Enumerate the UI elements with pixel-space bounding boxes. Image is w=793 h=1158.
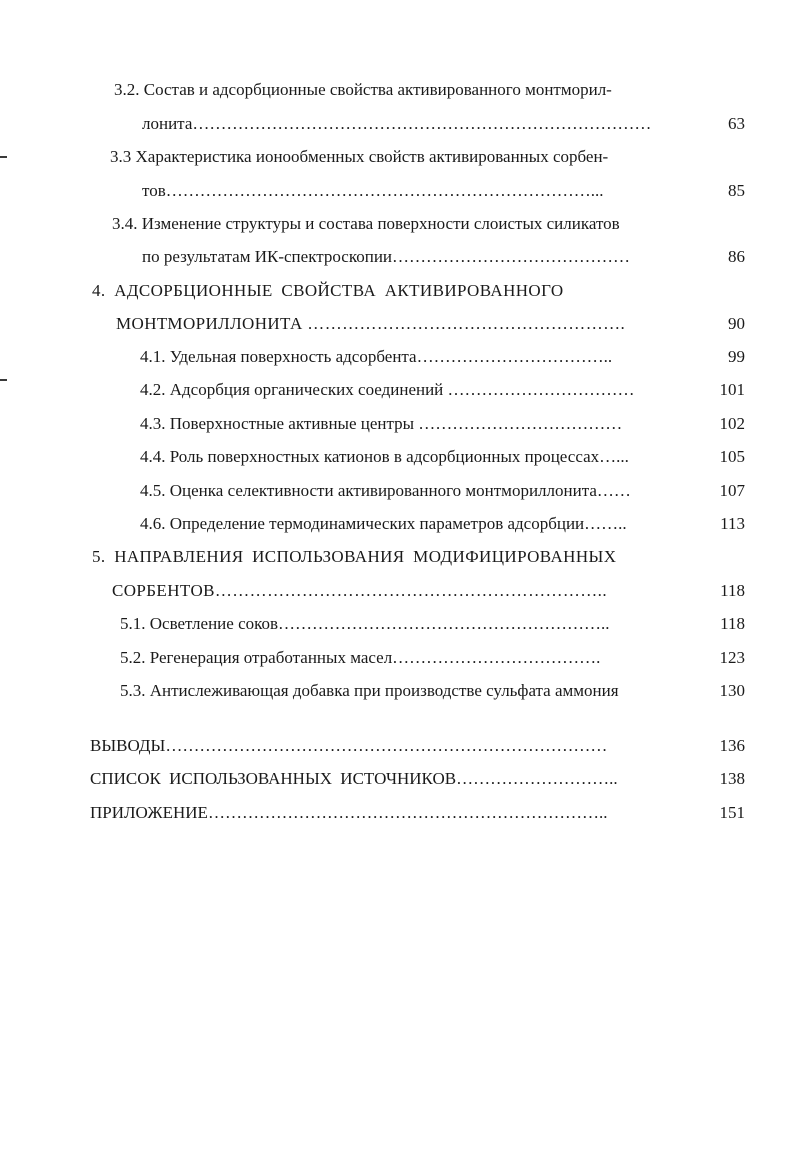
toc-entry-4-5: 4.5. Оценка селективности активированного монтмориллонита…… [140,481,631,500]
toc-entry-appendix: ПРИЛОЖЕНИЕ…………………………………………………………….. [90,803,608,822]
toc-entry-3-3-line1: 3.3 Характеристика ионообменных свойств активированных сорбен- [110,147,609,166]
toc-entry-5-page: 118 [720,581,745,600]
toc-entry-5-line1: 5. НАПРАВЛЕНИЯ ИСПОЛЬЗОВАНИЯ МОДИФИЦИРОВАННЫХ [92,547,617,566]
scan-mark [0,156,7,158]
toc-entry-3-4-page: 86 [728,247,745,266]
toc-entry-4-3-page: 102 [719,414,745,433]
toc-entry-4-4: 4.4. Роль поверхностных катионов в адсорбционных процессах…... [140,447,629,466]
toc-entry-4-6: 4.6. Определение термодинамических параметров адсорбции…….. [140,514,627,533]
toc-entry-5-1-page: 118 [720,614,745,633]
toc-entry-5-3-page: 130 [719,681,745,700]
toc-entry-3-3-line2: тов…………………………………………………………………... [142,181,604,200]
toc-entry-3-3-page: 85 [728,181,745,200]
toc-entry-4-5-page: 107 [719,481,745,500]
toc-entry-4-line1: 4. АДСОРБЦИОННЫЕ СВОЙСТВА АКТИВИРОВАННОГО [92,281,564,300]
toc-entry-4-1-page: 99 [728,347,745,366]
toc-entry-4-2: 4.2. Адсорбция органических соединений …………………………… [140,380,635,399]
toc-entry-4-4-page: 105 [719,447,745,466]
toc-entry-3-2-line1: 3.2. Состав и адсорбционные свойства активированного монтморил- [114,80,612,99]
toc-entry-4-2-page: 101 [719,380,745,399]
toc-entry-5-2-page: 123 [719,648,745,667]
toc-entry-3-4-line2: по результатам ИК-спектроскопии…………………………………… [142,247,631,266]
scan-mark [0,379,7,381]
toc-entry-3-2-page: 63 [728,114,745,133]
toc-entry-4-3: 4.3. Поверхностные активные центры ……………………………… [140,414,623,433]
toc-entry-3-4-line1: 3.4. Изменение структуры и состава поверхности слоистых силикатов [112,214,620,233]
toc-entry-references-page: 138 [719,769,745,788]
toc-entry-references: СПИСОК ИСПОЛЬЗОВАННЫХ ИСТОЧНИКОВ……………………….. [90,769,618,788]
toc-entry-5-line2: СОРБЕНТОВ………………………………………………………….. [112,581,607,600]
toc-entry-4-line2: МОНТМОРИЛЛОНИТА ………………………………………………. [116,314,626,333]
toc-entry-5-1: 5.1. Осветление соков………………………………………………….. [120,614,610,633]
toc-entry-conclusions-page: 136 [719,736,745,755]
toc-entry-conclusions: ВЫВОДЫ…………………………………………………………………… [90,736,608,755]
toc-entry-4-page: 90 [728,314,745,333]
toc-entry-3-2-line2: лонита……………………………………………………………………… [142,114,652,133]
toc-entry-appendix-page: 151 [719,803,745,822]
toc-entry-5-3: 5.3. Антислеживающая добавка при производстве сульфата аммония [120,681,619,700]
toc-entry-4-1: 4.1. Удельная поверхность адсорбента…………………………….. [140,347,613,366]
toc-entry-4-6-page: 113 [720,514,745,533]
toc-entry-5-2: 5.2. Регенерация отработанных масел………………………………. [120,648,601,667]
